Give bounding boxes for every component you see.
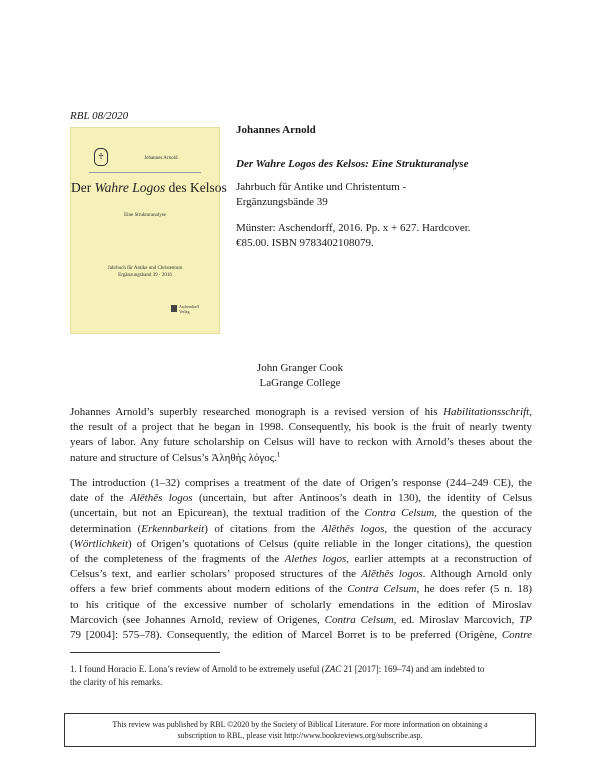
reviewer-block	[0, 361, 600, 391]
footnote-1: 1. I found Horacio E. Lona’s review of Arnold to be extremely useful (ZAC 21 [2017]: 169–74) and am indebted to the clarity of his remarks.	[70, 664, 485, 687]
paragraph-2: The introduction (1–32) comprises a treatment of the date of Origen’s response (244–249 CE), the date of the Alēthēs logos (uncertain, but after Antinoos’s death in 130), the identity of Celsus (uncertain, but not an Epicurean), the textual tradition of the Contra Celsum, the question of the determination (Erkennbarkeit) of citations from the Alēthēs logos, the question of the accuracy (Wörtlichkeit) of Origen’s quotations of Celsus (quite reliable in the longer citations), the question of the completeness of the fragments of the Alethes logos, earlier attempts at a reconstruction of Celsus’s text, and earlier scholars’ proposed structures of the Alēthēs logos. Although Arnold only offers a few brief comments about modern editions of the Contra Celsum, he does refer (5 n. 18) to his critique of the excessive number of scholarly emendations in the edition of Miroslav Marcovich (see Johannes Arnold, review of Origenes, Contra Celsum, ed. Miroslav Marcovich, TP 79 [2004]: 575–78). Consequently, the edition of Marcel Borret is to be preferred (Origène, Contre	[70, 477, 533, 642]
cover-divider	[89, 172, 201, 173]
publication-notice: This review was published by RBL ©2020 by the Society of Biblical Literature. For more information on obtaining a subscription to RBL, please visit http://www.bookreviews.org/subscribe.asp.	[64, 713, 536, 747]
publisher-seal-icon: ♰	[94, 148, 108, 166]
reviewer-name: John Granger Cook	[256, 362, 344, 374]
cover-title: Der Wahre Logos des Kelsos	[71, 180, 227, 195]
publisher-logo-icon	[171, 305, 177, 312]
reviewer-institution: LaGrange College	[259, 377, 341, 389]
book-series: Jahrbuch für Antike und Christentum - Ergänzungsbände 39	[236, 181, 407, 208]
cover-subtitle: Eine Strukturanalyse	[124, 213, 166, 218]
footnote-divider	[70, 652, 220, 653]
footnote-ref[interactable]: 1	[276, 449, 281, 458]
issue-label: RBL 08/2020	[70, 110, 129, 122]
subscribe-link[interactable]: subscription to RBL, please visit http://www.bookreviews.org/subscribe.asp.	[177, 731, 423, 740]
cover-author: Johannes Arnold	[144, 156, 178, 161]
cover-series: Jahrbuch für Antike und Christentum Ergänzungsband 39 · 2016	[107, 266, 183, 278]
cover-publisher: Aschendorff Verlag	[179, 304, 199, 314]
paragraph-1: Johannes Arnold’s superbly researched monograph is a revised version of his Habilitationsschrift, the result of a project that he began in 1998. Consequently, his book is the fruit of nearly twenty years of labor. Any future scholarship on Celsus will have to reckon with Arnold’s theses about the nature and structure of Celsus’s Ἀληθὴς λόγος.$^1$	[70, 406, 532, 464]
book-author: Johannes Arnold	[236, 124, 316, 136]
book-title: Der Wahre Logos des Kelsos: Eine Strukturanalyse	[236, 158, 469, 170]
publication-details: Münster: Aschendorff, 2016. Pp. x + 627. Hardcover. €85.00. ISBN 9783402108079.	[236, 222, 471, 249]
book-cover-image	[70, 127, 227, 334]
